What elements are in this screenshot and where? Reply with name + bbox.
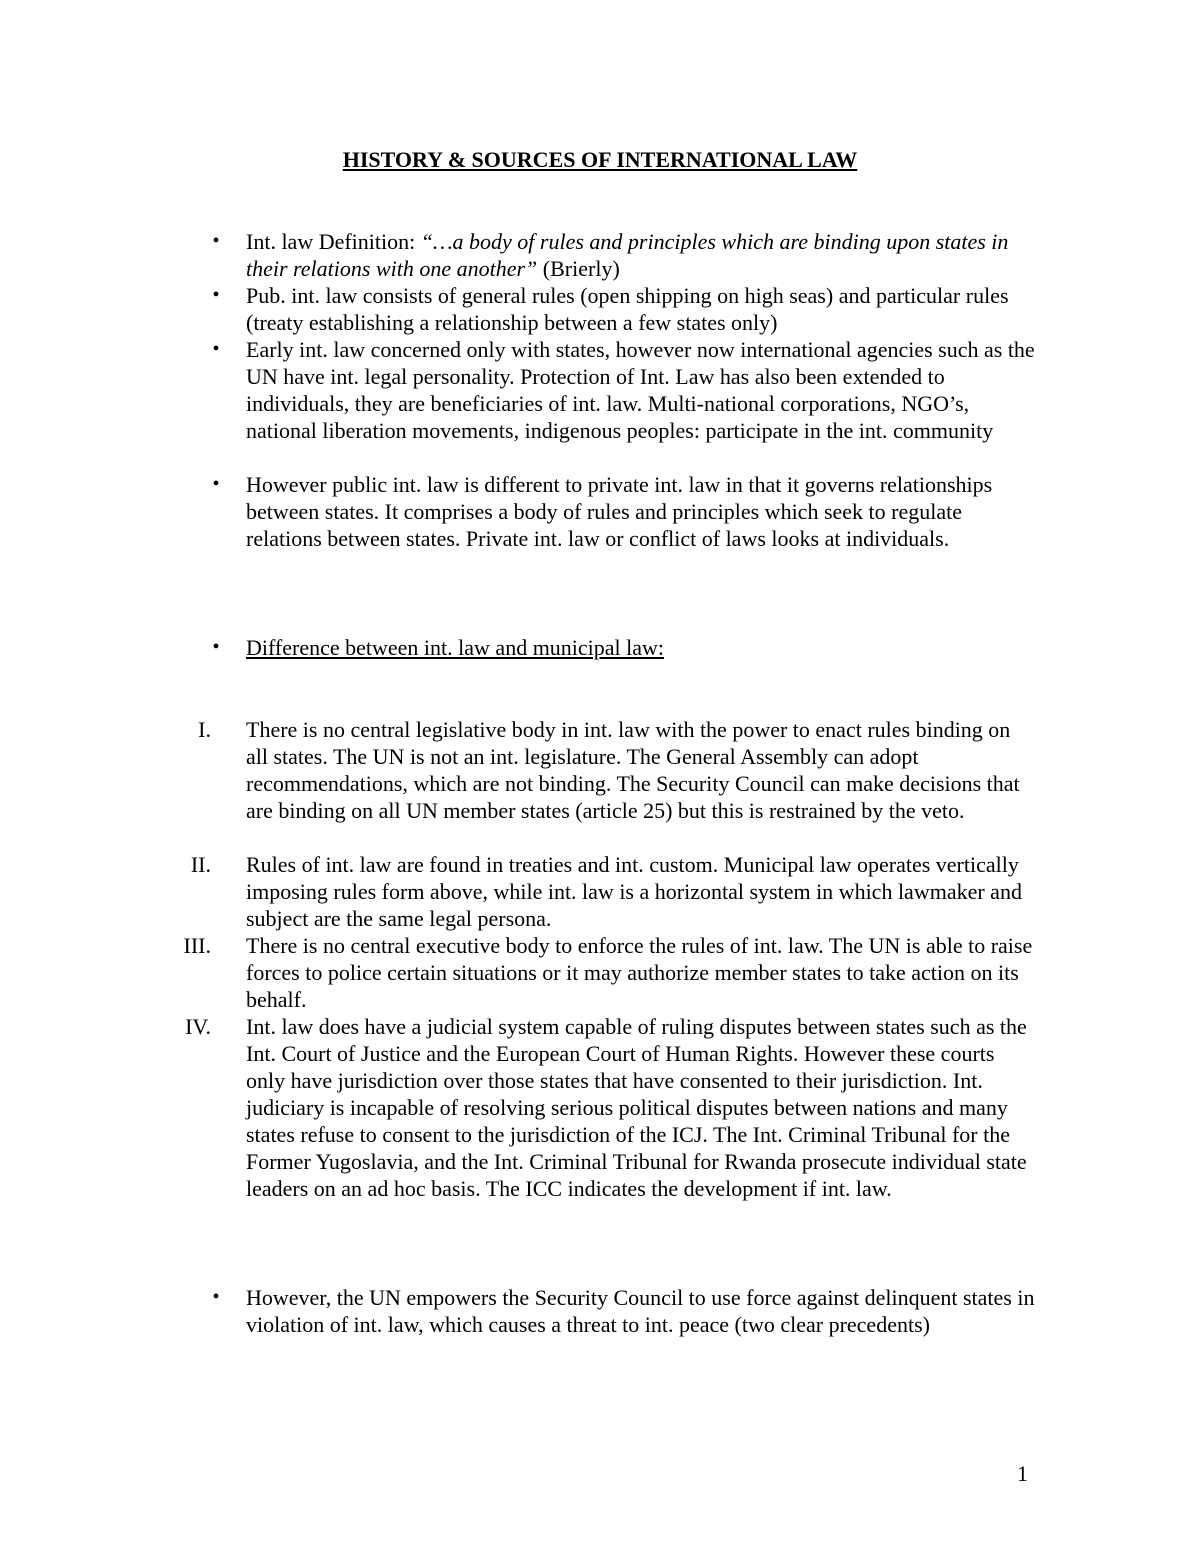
bullet-icon: • xyxy=(212,338,220,360)
bullet-text: Pub. int. law consists of general rules (open shipping on high seas) and particular rules (treaty establishing a relationship between a few states only) xyxy=(246,283,1009,335)
roman-text: Int. law does have a judicial system capable of ruling disputes between states such as the Int. Court of Justice and the European Court of Human Rights. However these courts only have jurisdiction over those states that have consented to their jurisdiction. Int. judiciary is incapable of resolving serious political disputes between nations and many states refuse to consent to the jurisdiction of the ICJ. The Int. Criminal Tribunal for the Former Yugoslavia, and the Int. Criminal Tribunal for Rwanda prosecute individual state leaders on an ad hoc basis. The ICC indicates the development if int. law. xyxy=(246,1014,1027,1201)
roman-text: There is no central executive body to enforce the rules of int. law. The UN is able to raise forces to police certain situations or it may authorize member states to take action on its behalf. xyxy=(246,933,1033,1012)
roman-numeral: I. xyxy=(198,717,211,742)
bullet-icon: • xyxy=(212,230,220,252)
bullet-icon: • xyxy=(212,284,220,306)
document-title: HISTORY & SOURCES OF INTERNATIONAL LAW xyxy=(342,147,858,172)
roman-text: Rules of int. law are found in treaties and int. custom. Municipal law operates vertically imposing rules form above, while int. law is a horizontal system in which lawmaker and subject are the same legal persona. xyxy=(246,852,1022,931)
roman-numeral: II. xyxy=(190,852,211,877)
definition-source: (Brierly) xyxy=(537,256,620,281)
roman-numeral: IV. xyxy=(185,1014,211,1039)
bullet-difference-heading xyxy=(212,634,1036,661)
bullet-security-council xyxy=(212,1284,1036,1338)
bullet-definition xyxy=(212,228,1036,282)
bullet-private-law xyxy=(212,471,1036,552)
bullet-icon: • xyxy=(212,636,220,658)
bullet-text: However, the UN empowers the Security Council to use force against delinquent states in violation of int. law, which causes a threat to int. peace (two clear precedents) xyxy=(246,1285,1035,1337)
roman-item-4 xyxy=(185,1013,1036,1202)
bullet-icon: • xyxy=(212,473,220,495)
bullet-early-law xyxy=(212,336,1036,444)
roman-text: There is no central legislative body in int. law with the power to enact rules binding on all states. The UN is not an int. legislature. The General Assembly can adopt recommendations, which are not binding. The Security Council can make decisions that are binding on all UN member states (article 25) but this is restrained by the veto. xyxy=(246,717,1020,823)
bullet-public-law xyxy=(212,282,1036,336)
roman-numeral: III. xyxy=(183,933,211,958)
definition-quote: “…a body of rules and principles which are binding upon states in their relations with one another” xyxy=(246,229,1009,281)
roman-item-2 xyxy=(190,851,1036,932)
roman-item-1 xyxy=(198,716,1036,824)
bullet-text: Early int. law concerned only with states, however now international agencies such as the UN have int. legal personality. Protection of Int. Law has also been extended to individuals, they are beneficiaries of int. law. Multi-national corporations, NGO’s, national liberation movements, indigenous peoples: participate in the int. community xyxy=(246,337,1035,443)
bullet-text: However public int. law is different to private int. law in that it governs relationships between states. It comprises a body of rules and principles which seek to regulate relations between states. Private int. law or conflict of laws looks at individuals. xyxy=(246,472,993,551)
difference-heading: Difference between int. law and municipal law: xyxy=(246,635,665,660)
bullet-icon: • xyxy=(212,1286,220,1308)
roman-item-3 xyxy=(183,932,1036,1013)
page-number: 1 xyxy=(1017,1461,1028,1486)
definition-prefix: Int. law Definition: xyxy=(246,229,421,254)
